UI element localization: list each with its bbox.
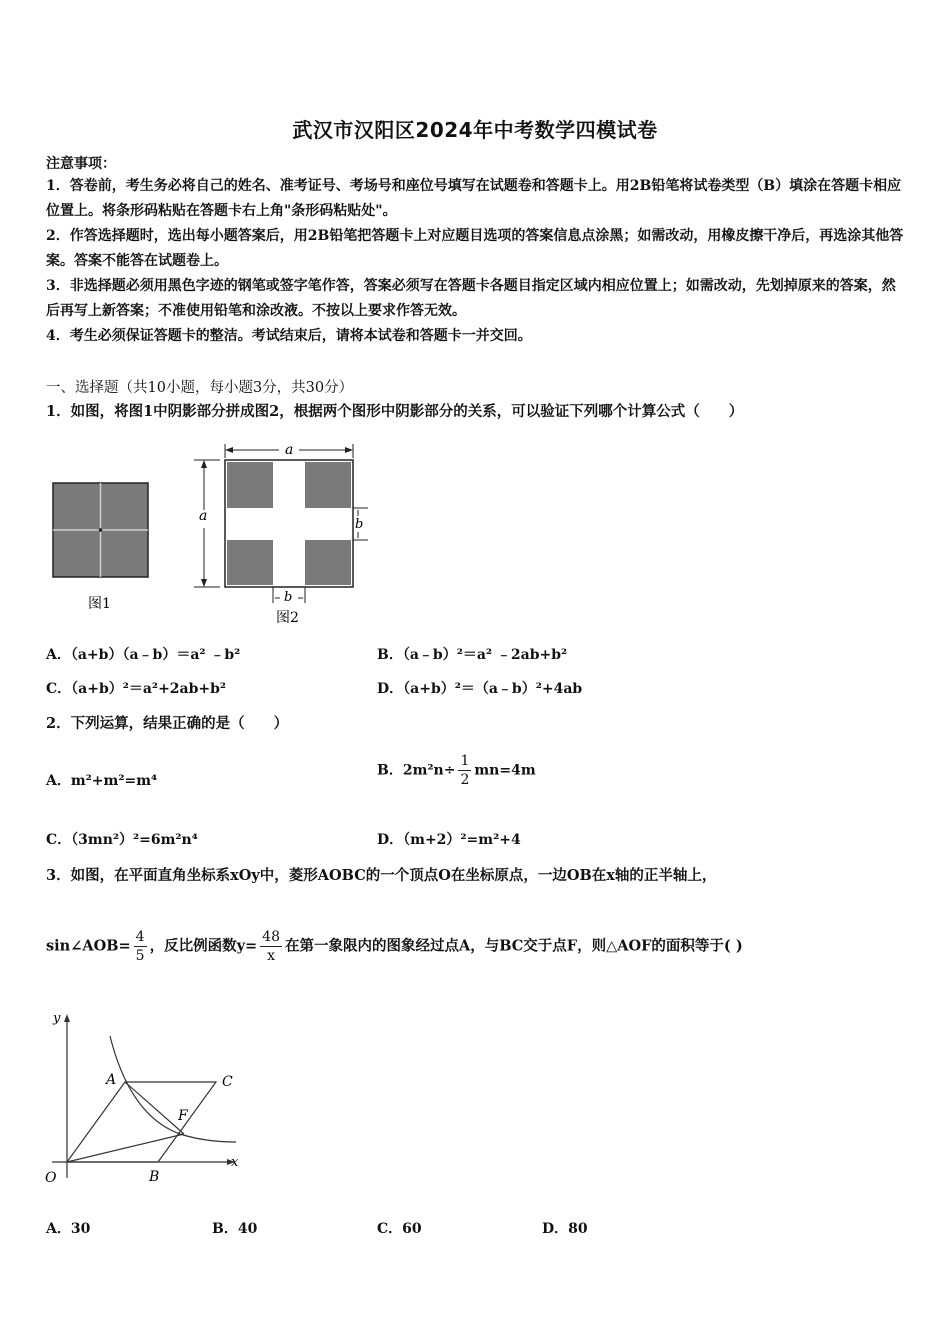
axis-y-label: y xyxy=(53,1011,61,1026)
function-label: ，反比例函数y= xyxy=(149,937,258,955)
q1-option-d: D．（a+b）²＝（a﹣b）²+4ab xyxy=(377,681,583,697)
q2-option-c: C．（3mn²）²=6m²n⁴ xyxy=(46,832,198,848)
note-item: 1．答卷前，考生务必将自己的姓名、准考证号、考场号和座位号填写在试题卷和答题卡上。用2B铅笔将试卷类型（B）填涂在答题卡相应位置上。将条形码粘贴在答题卡右上角"条形码粘贴处"。 xyxy=(46,178,902,219)
note-item: 3．非选择题必须用黑色字迹的钢笔或签字笔作答，答案必须写在答题卡各题目指定区域内相应位置上；如需改动，先划掉原来的答案，然后再写上新答案；不准使用铅笔和涂改液。不按以上要求作答无效。 xyxy=(46,278,896,319)
figure-2 xyxy=(194,442,368,626)
fraction-denominator: 2 xyxy=(460,772,470,788)
hyperbola-curve xyxy=(110,1036,236,1142)
point-o-label: O xyxy=(45,1170,57,1186)
note-item: 4．考生必须保证答题卡的整洁。考试结束后，请将本试卷和答题卡一并交回。 xyxy=(46,328,532,344)
point-f-label: F xyxy=(178,1108,188,1124)
question-3-figure xyxy=(40,1006,250,1190)
axis-x-label: x xyxy=(231,1155,239,1170)
point-b-label: B xyxy=(149,1169,160,1185)
dimension-a-top: a xyxy=(285,442,294,458)
q2-option-b-fraction xyxy=(458,752,471,789)
figure-1-caption: 图1 xyxy=(88,596,111,612)
fraction-denominator: x xyxy=(267,948,276,964)
question-1-stem: 1．如图，将图1中阴影部分拼成图2，根据两个图形中阴影部分的关系，可以验证下列哪个计算公式（ ） xyxy=(46,403,744,420)
notes-heading: 注意事项： xyxy=(46,156,116,172)
q2-option-b-suffix: mn=4m xyxy=(474,762,536,779)
q3-option-b: B．40 xyxy=(212,1221,258,1237)
q3-option-d: D．80 xyxy=(542,1221,588,1237)
q1-option-b: B．（a﹣b）²＝a² ﹣2ab+b² xyxy=(377,647,568,663)
question-3-stem-line-2 xyxy=(46,928,743,965)
q2-option-a: A．m²+m²=m⁴ xyxy=(46,773,158,789)
rhombus-aobc xyxy=(67,1082,216,1162)
section-heading: 一、选择题（共10小题，每小题3分，共30分） xyxy=(46,380,354,396)
q2-option-d: D．（m+2）²=m²+4 xyxy=(377,832,521,848)
q1-option-a: A．（a+b）（a﹣b）＝a² ﹣b² xyxy=(46,647,241,663)
sin-label: sin∠AOB= xyxy=(46,937,131,955)
question-3-stem: 3．如图，在平面直角坐标系xOy中，菱形AOBC的一个顶点O在坐标原点，一边OB在x轴的正半轴上， xyxy=(46,867,717,884)
dimension-a-left: a xyxy=(199,508,208,524)
q3-option-c: C．60 xyxy=(377,1221,422,1237)
point-a-label: A xyxy=(106,1072,117,1088)
sin-fraction xyxy=(134,928,147,965)
question-2-stem: 2．下列运算，结果正确的是（ ） xyxy=(46,715,289,732)
q2-option-b xyxy=(377,752,536,789)
point-c-label: C xyxy=(222,1074,233,1090)
q1-option-c: C．（a+b）²＝a²+2ab+b² xyxy=(46,681,227,697)
q3-option-a: A．30 xyxy=(46,1221,91,1237)
fraction-numerator: 48 xyxy=(262,929,280,945)
fraction-denominator: 5 xyxy=(135,948,145,964)
function-fraction xyxy=(260,928,282,965)
fraction-numerator: 1 xyxy=(460,753,470,769)
fraction-numerator: 4 xyxy=(135,929,145,945)
page-title: 武汉市汉阳区2024年中考数学四模试卷 xyxy=(292,118,658,142)
dimension-b-right: b xyxy=(355,517,364,532)
figure-2-caption: 图2 xyxy=(276,610,299,626)
question-1-figure xyxy=(44,436,384,628)
q2-option-b-prefix: B．2m²n÷ xyxy=(377,762,456,779)
note-item: 2．作答选择题时，选出每小题答案后，用2B铅笔把答题卡上对应题目选项的答案信息点涂黑；如需改动，用橡皮擦干净后，再选涂其他答案。答案不能答在试题卷上。 xyxy=(46,228,904,269)
dimension-b-bottom: b xyxy=(284,590,293,605)
question-3-stem-tail: 在第一象限内的图象经过点A，与BC交于点F，则△AOF的面积等于( ) xyxy=(284,937,743,955)
figure-1 xyxy=(53,483,148,612)
